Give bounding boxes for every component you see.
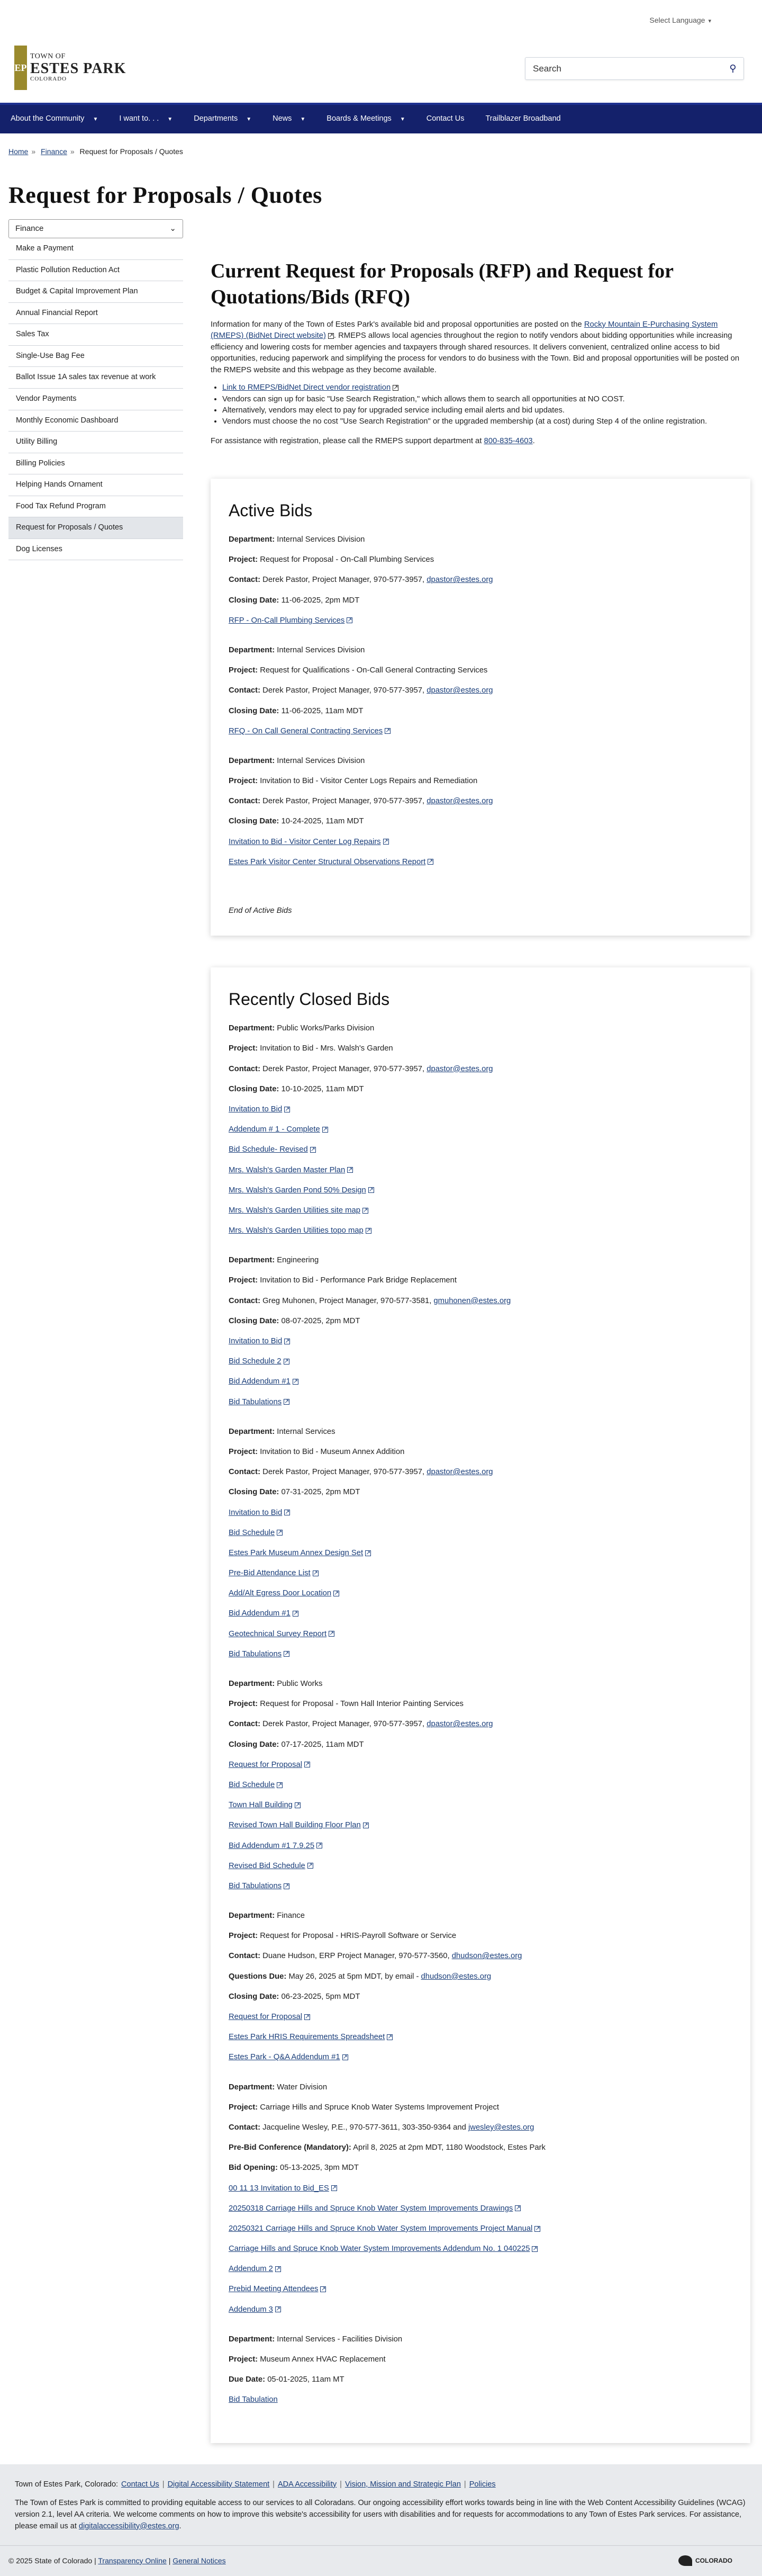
bid-document-link[interactable]: Add/Alt Egress Door Location ↗ bbox=[229, 1589, 339, 1598]
bid-field-department: Department: Public Works/Parks Division bbox=[229, 1024, 375, 1033]
nav-i-want-to[interactable]: I want to. . . ▼ bbox=[119, 114, 173, 123]
bid-field-questions-due: Questions Due: May 26, 2025 at 5pm MDT, by email - dhudson@estes.org bbox=[229, 1972, 492, 1981]
footer bbox=[0, 2464, 762, 2545]
bid-field-department: Department: Internal Services Division bbox=[229, 645, 365, 654]
logo-line2: ESTES PARK bbox=[30, 60, 126, 77]
external-link-icon: ↗ bbox=[305, 2013, 310, 2020]
state-link-transparency-online[interactable]: Transparency Online bbox=[98, 2556, 167, 2565]
external-link-icon: ↗ bbox=[285, 1106, 290, 1112]
chevron-down-icon: ▾ bbox=[708, 18, 711, 24]
accessibility-email-link[interactable]: digitalaccessibility@estes.org bbox=[78, 2521, 179, 2530]
contact-email-link[interactable]: dpastor@estes.org bbox=[427, 576, 493, 585]
logo-line3: COLORADO bbox=[30, 76, 67, 83]
bid-field-contact: Contact: Jacqueline Wesley, P.E., 970-577-3611, 303-350-9364 and jwesley@estes.org bbox=[229, 2123, 534, 2132]
external-link-icon: ↗ bbox=[293, 1610, 298, 1617]
bid-entry bbox=[229, 755, 732, 868]
bid-document-link[interactable]: Bid Schedule ↗ bbox=[229, 1780, 283, 1789]
vendor-registration-link[interactable]: Link to RMEPS/BidNet Direct vendor registration bbox=[222, 383, 391, 392]
contact-email-link[interactable]: dhudson@estes.org bbox=[421, 1972, 492, 1981]
contact-email-link[interactable]: dpastor@estes.org bbox=[427, 1720, 493, 1729]
support-phone-link[interactable]: 800-835-4603 bbox=[484, 436, 533, 445]
caret-down-icon: ▼ bbox=[167, 116, 173, 122]
bid-field-contact: Contact: Derek Pastor, Project Manager, 970-577-3957, dpastor@estes.org bbox=[229, 1064, 493, 1073]
sidebar bbox=[8, 219, 183, 2443]
bid-field-closing-date: Closing Date: 07-31-2025, 2pm MDT bbox=[229, 1488, 360, 1497]
registration-bullet: • Vendors must choose the no cost "Use Search Registration" or the upgraded membership (at a cost) during Step 4 of the online registration. bbox=[222, 416, 750, 427]
bid-document-link[interactable]: Bid Schedule- Revised ↗ bbox=[229, 1145, 315, 1154]
bid-field-contact: Contact: Derek Pastor, Project Manager, 970-577-3957, dpastor@estes.org bbox=[229, 1468, 493, 1477]
bid-field-pre-bid-conference-mandatory: Pre-Bid Conference (Mandatory): April 8, 2025 at 2pm MDT, 1180 Woodstock, Estes Park bbox=[229, 2143, 546, 2152]
bid-document-link[interactable]: Bid Tabulations ↗ bbox=[229, 1881, 289, 1890]
sidebar-item-plastic-pollution-reduction-act[interactable]: Plastic Pollution Reduction Act bbox=[8, 260, 183, 282]
bid-field-contact: Contact: Derek Pastor, Project Manager, 970-577-3957, dpastor@estes.org bbox=[229, 797, 493, 806]
bid-field-closing-date: Closing Date: 08-07-2025, 2pm MDT bbox=[229, 1316, 360, 1325]
bid-document-link[interactable]: Pre-Bid Attendance List ↗ bbox=[229, 1569, 318, 1578]
bid-field-closing-date: Closing Date: 10-24-2025, 11am MDT bbox=[229, 817, 364, 826]
bid-field-project: Project: Carriage Hills and Spruce Knob Water Systems Improvement Project bbox=[229, 2103, 499, 2112]
footer-links: Town of Estes Park, Colorado: Contact Us | Digital Accessibility Statement | ADA Accessibility | Vision, Mission and Strategic Plan | Policies bbox=[15, 2480, 496, 2489]
state-link-general-notices[interactable]: General Notices bbox=[173, 2556, 226, 2565]
external-link-icon: ↗ bbox=[284, 1882, 289, 1889]
external-link-icon: ↗ bbox=[362, 1207, 368, 1214]
bid-field-closing-date: Closing Date: 11-06-2025, 11am MDT bbox=[229, 706, 364, 715]
external-link-icon: ↗ bbox=[307, 1862, 313, 1869]
sidebar-item-helping-hands-ornament[interactable]: Helping Hands Ornament bbox=[8, 474, 183, 496]
bid-document-link[interactable]: Request for Proposal ↗ bbox=[229, 2013, 310, 2022]
end-of-active-bids: End of Active Bids bbox=[229, 906, 292, 915]
bid-document-link[interactable]: Request for Proposal ↗ bbox=[229, 1760, 310, 1769]
breadcrumb-current: Request for Proposals / Quotes bbox=[79, 147, 183, 156]
external-link-icon: ↗ bbox=[334, 1590, 339, 1596]
bid-field-contact: Contact: Derek Pastor, Project Manager, 970-577-3957, dpastor@estes.org bbox=[229, 686, 493, 695]
bid-document-link[interactable]: Revised Bid Schedule ↗ bbox=[229, 1861, 313, 1870]
bid-document-link[interactable]: RFQ - On Call General Contracting Services ↗ bbox=[229, 726, 391, 735]
external-link-icon: ↗ bbox=[347, 617, 352, 624]
external-link-icon: ↗ bbox=[277, 1781, 283, 1788]
bid-document-link[interactable]: Geotechnical Survey Report ↗ bbox=[229, 1629, 334, 1638]
active-bids-card bbox=[211, 479, 750, 936]
external-link-icon: ↗ bbox=[331, 2185, 337, 2192]
bid-field-department: Department: Internal Services Division bbox=[229, 535, 365, 544]
bid-field-contact: Contact: Duane Hudson, ERP Project Manager, 970-577-3560, dhudson@estes.org bbox=[229, 1952, 522, 1961]
bid-document-link[interactable]: Addendum 2 ↗ bbox=[229, 2265, 281, 2274]
bid-document-link[interactable]: Town Hall Building ↗ bbox=[229, 1801, 301, 1810]
external-link-icon: ↗ bbox=[366, 1227, 371, 1234]
external-link-icon: ↗ bbox=[305, 1761, 310, 1768]
bid-document-link[interactable]: Invitation to Bid ↗ bbox=[229, 1105, 290, 1114]
registration-bullet: • Vendors can sign up for basic "Use Search Registration," which allows them to search all opportunities at NO COST. bbox=[222, 394, 750, 405]
registration-list bbox=[222, 382, 750, 428]
bid-field-closing-date: Closing Date: 06-23-2025, 5pm MDT bbox=[229, 1992, 360, 2001]
rmeps-link[interactable]: Rocky Mountain E-Purchasing System (RMEPS) (BidNet Direct website) bbox=[211, 320, 718, 340]
external-link-icon: ↗ bbox=[348, 1166, 353, 1173]
bid-document-link[interactable]: Prebid Meeting Attendees ↗ bbox=[229, 2285, 326, 2294]
bid-document-link[interactable]: Mrs. Walsh's Garden Master Plan ↗ bbox=[229, 1165, 353, 1174]
sidebar-item-request-for-proposals-quotes[interactable]: Request for Proposals / Quotes bbox=[8, 517, 183, 539]
external-link-icon: ↗ bbox=[284, 1650, 289, 1657]
footer-link-ada-accessibility[interactable]: ADA Accessibility bbox=[277, 2480, 337, 2489]
external-link-icon: ↗ bbox=[310, 1146, 315, 1153]
external-link-icon: ↗ bbox=[393, 384, 398, 391]
bid-entry bbox=[229, 534, 732, 626]
bid-field-department: Department: Water Division bbox=[229, 2083, 328, 2092]
active-bids-title: Active Bids bbox=[229, 501, 313, 520]
bid-document-link[interactable]: Bid Schedule ↗ bbox=[229, 1528, 283, 1537]
external-link-icon: ↗ bbox=[328, 332, 334, 339]
bid-field-bid-opening: Bid Opening: 05-13-2025, 3pm MDT bbox=[229, 2164, 359, 2173]
bid-document-link[interactable]: Bid Addendum #1 ↗ bbox=[229, 1377, 298, 1386]
bid-field-closing-date: Closing Date: 11-06-2025, 2pm MDT bbox=[229, 596, 360, 605]
bid-field-department: Department: Engineering bbox=[229, 1256, 319, 1265]
sidebar-item-billing-policies[interactable]: Billing Policies bbox=[8, 453, 183, 475]
bid-field-project: Project: Invitation to Bid - Museum Annex Addition bbox=[229, 1447, 405, 1456]
colorado-c-icon bbox=[678, 2555, 692, 2566]
bid-document-link[interactable]: Addendum # 1 - Complete ↗ bbox=[229, 1125, 328, 1134]
closed-bids-title: Recently Closed Bids bbox=[229, 990, 390, 1009]
external-link-icon: ↗ bbox=[515, 2205, 521, 2212]
sidebar-item-sales-tax[interactable]: Sales Tax bbox=[8, 324, 183, 346]
external-link-icon: ↗ bbox=[322, 1126, 328, 1133]
bid-document-link[interactable]: Bid Addendum #1 ↗ bbox=[229, 1609, 298, 1618]
bid-document-link[interactable]: Estes Park HRIS Requirements Spreadsheet ↗ bbox=[229, 2033, 393, 2042]
bid-field-closing-date: Closing Date: 07-17-2025, 11am MDT bbox=[229, 1740, 364, 1749]
external-link-icon: ↗ bbox=[275, 2306, 281, 2313]
bid-document-link[interactable]: Bid Tabulations ↗ bbox=[229, 1649, 289, 1658]
sidebar-item-utility-billing[interactable]: Utility Billing bbox=[8, 432, 183, 453]
assistance-text: For assistance with registration, please call the RMEPS support department at 800-835-4603. bbox=[211, 436, 535, 445]
search-box bbox=[525, 57, 744, 80]
external-link-icon: ↗ bbox=[329, 1630, 334, 1637]
top-bar bbox=[0, 0, 762, 41]
bid-document-link[interactable]: Revised Town Hall Building Floor Plan ↗ bbox=[229, 1821, 368, 1830]
caret-down-icon: ▼ bbox=[246, 116, 252, 122]
site-header bbox=[0, 41, 762, 103]
external-link-icon: ↗ bbox=[284, 1398, 289, 1405]
bid-field-project: Project: Invitation to Bid - Visitor Center Logs Repairs and Remediation bbox=[229, 777, 478, 786]
bid-field-project: Project: Museum Annex HVAC Replacement bbox=[229, 2355, 386, 2364]
bid-field-department: Department: Internal Services bbox=[229, 1427, 335, 1436]
bid-document-link[interactable]: Bid Addendum #1 7.9.25 ↗ bbox=[229, 1841, 322, 1850]
bid-entry bbox=[229, 1254, 732, 1408]
contact-email-link[interactable]: dpastor@estes.org bbox=[427, 686, 493, 695]
content-heading: Current Request for Proposals (RFP) and Request for Quotations/Bids (RFQ) bbox=[211, 260, 674, 309]
bid-field-project: Project: Request for Proposal - Town Hall Interior Painting Services bbox=[229, 1700, 464, 1709]
sidebar-item-food-tax-refund-program[interactable]: Food Tax Refund Program bbox=[8, 496, 183, 518]
nav-about-the-community[interactable]: About the Community ▼ bbox=[11, 114, 98, 123]
external-link-icon: ↗ bbox=[295, 1801, 301, 1808]
external-link-icon: ↗ bbox=[368, 1187, 374, 1193]
external-link-icon: ↗ bbox=[385, 728, 391, 734]
sidebar-list bbox=[8, 238, 183, 560]
breadcrumb: Home » Finance » Request for Proposals / Quotes bbox=[8, 147, 183, 156]
bid-document-link[interactable]: 20250318 Carriage Hills and Spruce Knob Water System Improvements Drawings ↗ bbox=[229, 2204, 521, 2213]
external-link-icon: ↗ bbox=[275, 2265, 281, 2272]
bid-document-link[interactable]: Estes Park - Q&A Addendum #1 ↗ bbox=[229, 2053, 348, 2062]
nav-news[interactable]: News ▼ bbox=[273, 114, 306, 123]
nav-departments[interactable]: Departments ▼ bbox=[194, 114, 252, 123]
bid-document-link[interactable]: Invitation to Bid ↗ bbox=[229, 1508, 290, 1517]
accessibility-statement: The Town of Estes Park is committed to providing equitable access to our services to all Coloradans. Our ongoing accessibility effort works towards being in line with the Web Content Accessibility Guidelines (WCAG) version 2.1, level AA criteria. We welcome comments on how to improve this website's accessibility for users with disabilities and for requests for accommodations to any Town of Estes Park services. For assistance, please email us at digitalaccessibility@estes.org. bbox=[15, 2499, 746, 2530]
sidebar-item-monthly-economic-dashboard[interactable]: Monthly Economic Dashboard bbox=[8, 410, 183, 432]
caret-down-icon: ▼ bbox=[300, 116, 306, 122]
bid-document-link[interactable]: RFP - On-Call Plumbing Services ↗ bbox=[229, 616, 352, 625]
nav-trailblazer-broadband[interactable]: Trailblazer Broadband bbox=[485, 114, 561, 123]
footer-link-contact-us[interactable]: Contact Us bbox=[121, 2480, 159, 2489]
bid-document-link[interactable]: Invitation to Bid - Visitor Center Log Repairs ↗ bbox=[229, 837, 388, 846]
bid-document-link[interactable]: Bid Schedule 2 ↗ bbox=[229, 1357, 289, 1366]
search-input[interactable] bbox=[525, 64, 722, 74]
town-logo[interactable] bbox=[14, 46, 126, 90]
language-select[interactable]: Select Language ▾ bbox=[649, 16, 711, 24]
registration-bullet: • Alternatively, vendors may elect to pay for upgraded service including email alerts and bid updates. bbox=[222, 405, 750, 416]
external-link-icon: ↗ bbox=[342, 2054, 348, 2061]
nav-contact-us[interactable]: Contact Us bbox=[426, 114, 465, 123]
contact-email-link[interactable]: dhudson@estes.org bbox=[451, 1952, 522, 1961]
logo-line1: TOWN OF bbox=[30, 52, 66, 61]
breadcrumb-home[interactable]: Home bbox=[8, 147, 29, 156]
nav-boards-meetings[interactable]: Boards & Meetings ▼ bbox=[326, 114, 405, 123]
contact-email-link[interactable]: gmuhonen@estes.org bbox=[433, 1296, 511, 1305]
sidebar-item-ballot-issue-1a-sales-tax-revenue-at-work[interactable]: Ballot Issue 1A sales tax revenue at work bbox=[8, 367, 183, 389]
chevron-down-icon: ⌄ bbox=[169, 223, 176, 233]
external-link-icon: ↗ bbox=[317, 1842, 322, 1849]
bid-document-link[interactable]: Addendum 3 ↗ bbox=[229, 2305, 281, 2314]
closed-bids-card bbox=[211, 967, 750, 2443]
bid-document-link[interactable]: 20250321 Carriage Hills and Spruce Knob Water System Improvements Project Manual ↗ bbox=[229, 2224, 540, 2233]
sidebar-item-dog-licenses[interactable]: Dog Licenses bbox=[8, 539, 183, 561]
contact-email-link[interactable]: dpastor@estes.org bbox=[427, 797, 493, 806]
bid-field-project: Project: Request for Proposal - On-Call Plumbing Services bbox=[229, 555, 434, 564]
sidebar-item-single-use-bag-fee[interactable]: Single-Use Bag Fee bbox=[8, 346, 183, 367]
external-link-icon: ↗ bbox=[321, 2286, 326, 2293]
bid-field-project: Project: Invitation to Bid - Performance Park Bridge Replacement bbox=[229, 1276, 457, 1285]
bid-document-link[interactable]: Invitation to Bid ↗ bbox=[229, 1337, 290, 1346]
footer-link-digital-accessibility-statement[interactable]: Digital Accessibility Statement bbox=[167, 2480, 270, 2489]
sidebar-item-vendor-payments[interactable]: Vendor Payments bbox=[8, 389, 183, 410]
bid-entry bbox=[229, 2081, 732, 2315]
external-link-icon: ↗ bbox=[363, 1821, 368, 1828]
external-link-icon: ↗ bbox=[285, 1338, 290, 1344]
bid-field-closing-date: Closing Date: 10-10-2025, 11am MDT bbox=[229, 1084, 364, 1093]
bid-field-project: Project: Invitation to Bid - Mrs. Walsh's Garden bbox=[229, 1044, 393, 1053]
bid-entry bbox=[229, 2333, 732, 2406]
external-link-icon: ↗ bbox=[285, 1509, 290, 1516]
external-link-icon: ↗ bbox=[277, 1529, 283, 1536]
bid-field-contact: Contact: Greg Muhonen, Project Manager, 970-577-3581, gmuhonen@estes.org bbox=[229, 1296, 511, 1305]
external-link-icon: ↗ bbox=[366, 1549, 371, 1556]
external-link-icon: ↗ bbox=[532, 2245, 538, 2252]
sidebar-item-budget-capital-improvement-plan[interactable]: Budget & Capital Improvement Plan bbox=[8, 281, 183, 303]
external-link-icon: ↗ bbox=[535, 2225, 540, 2232]
bid-entry bbox=[229, 644, 732, 737]
copyright: © 2025 State of Colorado bbox=[8, 2556, 93, 2565]
sidebar-item-make-a-payment[interactable]: Make a Payment bbox=[8, 238, 183, 260]
bid-field-department: Department: Internal Services - Facilities Division bbox=[229, 2335, 403, 2344]
search-icon[interactable]: ⚲ bbox=[729, 63, 737, 74]
external-link-icon: ↗ bbox=[284, 1358, 289, 1365]
external-link-icon: ↗ bbox=[313, 1569, 318, 1576]
bid-field-due-date: Due Date: 05-01-2025, 11am MT bbox=[229, 2375, 344, 2384]
caret-down-icon: ▼ bbox=[400, 116, 405, 122]
bid-field-contact: Contact: Derek Pastor, Project Manager, 970-577-3957, dpastor@estes.org bbox=[229, 1720, 493, 1729]
bid-field-contact: Contact: Derek Pastor, Project Manager, 970-577-3957, dpastor@estes.org bbox=[229, 576, 493, 585]
logo-mark: EP bbox=[14, 46, 27, 90]
breadcrumb-finance[interactable]: Finance bbox=[41, 147, 67, 156]
external-link-icon: ↗ bbox=[293, 1378, 298, 1385]
bid-document-link[interactable]: Mrs. Walsh's Garden Utilities topo map ↗ bbox=[229, 1226, 371, 1235]
bid-entry bbox=[229, 1426, 732, 1660]
bid-field-project: Project: Request for Qualifications - On-Call General Contracting Services bbox=[229, 666, 488, 675]
contact-email-link[interactable]: jwesley@estes.org bbox=[468, 2123, 534, 2132]
main-nav bbox=[0, 103, 762, 133]
state-footer: © 2025 State of Colorado | Transparency Online | General Notices COLORADO bbox=[0, 2545, 762, 2576]
bid-field-department: Department: Internal Services Division bbox=[229, 756, 365, 765]
external-link-icon: ↗ bbox=[428, 858, 433, 865]
bid-field-project: Project: Request for Proposal - HRIS-Payroll Software or Service bbox=[229, 1932, 457, 1941]
bid-field-department: Department: Finance bbox=[229, 1911, 305, 1920]
contact-email-link[interactable]: dpastor@estes.org bbox=[427, 1468, 493, 1477]
registration-bullet bbox=[222, 382, 750, 393]
bid-entry bbox=[229, 1910, 732, 2063]
bid-field-department: Department: Public Works bbox=[229, 1680, 323, 1689]
bid-document-link[interactable]: Bid Tabulations ↗ bbox=[229, 1397, 289, 1406]
footer-link-vision-mission-and-strategic-plan[interactable]: Vision, Mission and Strategic Plan bbox=[344, 2480, 461, 2489]
sidebar-item-annual-financial-report[interactable]: Annual Financial Report bbox=[8, 303, 183, 325]
bid-document-link[interactable]: Mrs. Walsh's Garden Pond 50% Design ↗ bbox=[229, 1186, 374, 1195]
main-content bbox=[211, 219, 750, 2443]
bid-entry bbox=[229, 1678, 732, 1892]
bid-document-link[interactable]: Estes Park Museum Annex Design Set ↗ bbox=[229, 1548, 371, 1557]
section-select[interactable]: Finance ⌄ bbox=[8, 219, 183, 238]
bid-document-link[interactable]: Bid Tabulation bbox=[229, 2395, 278, 2404]
bid-entry bbox=[229, 1022, 732, 1236]
bid-document-link[interactable]: Mrs. Walsh's Garden Utilities site map ↗ bbox=[229, 1206, 368, 1215]
colorado-logo[interactable]: COLORADO bbox=[678, 2555, 732, 2566]
bid-document-link[interactable]: Estes Park Visitor Center Structural Observations Report ↗ bbox=[229, 857, 433, 866]
page-title: Request for Proposals / Quotes bbox=[8, 182, 322, 208]
external-link-icon: ↗ bbox=[383, 838, 388, 845]
caret-down-icon: ▼ bbox=[93, 116, 98, 122]
contact-email-link[interactable]: dpastor@estes.org bbox=[427, 1064, 493, 1073]
bid-document-link[interactable]: 00 11 13 Invitation to Bid_ES ↗ bbox=[229, 2184, 337, 2193]
bid-document-link[interactable]: Carriage Hills and Spruce Knob Water System Improvements Addendum No. 1 040225 ↗ bbox=[229, 2245, 538, 2254]
intro-paragraph: Information for many of the Town of Estes Park's available bid and proposal opportunities are posted on the Rocky Mountain E-Purchasing System (RMEPS) (BidNet Direct website) ↗. RMEPS allows local agencies throughout the region to notify vendors about bidding opportunities while increasing efficiency and lowering costs for member agencies and taxpayers through shared resources. It delivers convenient, centralized online access to bid opportunities, reducing paperwork and simplifying the process for vendors to do business with the Town. Bid and proposal opportunities will be posted on the RMEPS website and this webpage as they become available. bbox=[211, 320, 740, 374]
footer-link-policies[interactable]: Policies bbox=[469, 2480, 496, 2489]
external-link-icon: ↗ bbox=[387, 2033, 393, 2040]
